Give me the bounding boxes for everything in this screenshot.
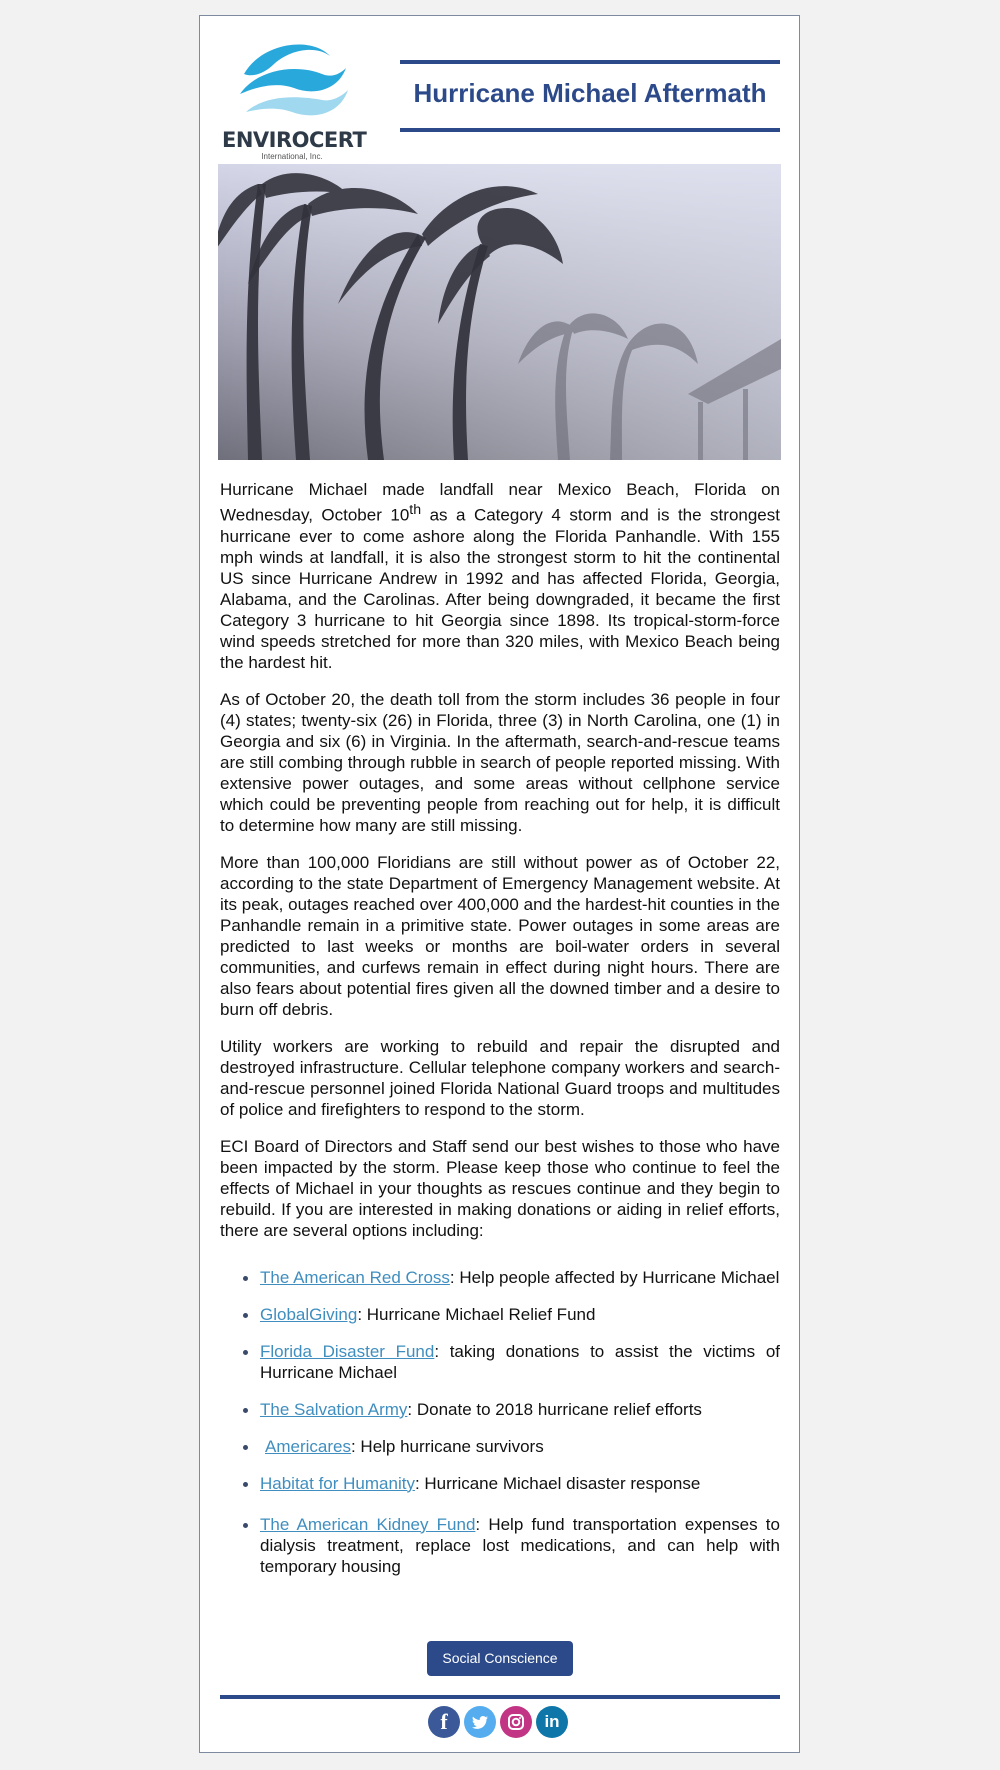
donation-description: : taking donations to assist the victims of Hurricane Michael — [260, 1341, 780, 1382]
donation-description: : Donate to 2018 hurricane relief efforts — [407, 1399, 702, 1419]
americares-link[interactable]: Americares — [265, 1436, 351, 1456]
donation-description: : Help hurricane survivors — [350, 1436, 544, 1456]
donation-item — [260, 1304, 780, 1325]
donation-item — [260, 1267, 780, 1288]
article-paragraph-2: As of October 20, the death toll from the storm includes 36 people in four (4) states; twenty-six (26) in Florida, three (3) in North Carolina, one (1) in Georgia and six (6) in Virginia. In the aftermath, search-and-rescue teams are still combing through rubble in search of people reported missing. With extensive power outages, and some areas without cellphone service which could be preventing people from reaching out for help, it is difficult to determine how many are still missing. — [220, 689, 780, 835]
twitter-icon[interactable] — [464, 1706, 496, 1738]
article-paragraph-1 — [220, 479, 780, 673]
linkedin-icon[interactable]: in — [536, 1706, 568, 1738]
page-title: Hurricane Michael Aftermath — [413, 78, 767, 108]
social-conscience-button[interactable]: Social Conscience — [427, 1641, 573, 1676]
envirocert-logo[interactable] — [222, 34, 367, 162]
article-paragraph-3: More than 100,000 Floridians are still without power as of October 22, according to the state Department of Emergency Management website. At its peak, outages reached over 400,000 and the hardest-hit counties in the Panhandle remain in a primitive state. Power outages in some areas are predicted to last weeks or months are boil-water orders in several communities, and curfews remain in effect during night hours. There are also fears about potential fires given all the downed timber and a desire to burn off debris. — [220, 852, 780, 1019]
article-paragraph-5: ECI Board of Directors and Staff send our best wishes to those who have been impacted by the storm. Please keep those who continue to feel the effects of Michael in your thoughts as rescues continue and they begin to rebuild. If you are interested in making donations or aiding in relief efforts, there are several options including: — [220, 1136, 780, 1240]
logo-subtitle: International, Inc. — [261, 152, 323, 161]
footer-rule — [220, 1695, 780, 1699]
salvation-army-link[interactable]: The Salvation Army — [260, 1399, 408, 1419]
globalgiving-link[interactable]: GlobalGiving — [260, 1304, 358, 1324]
donation-item — [260, 1473, 780, 1494]
ordinal-suffix: th — [409, 502, 422, 518]
title-rule-top — [400, 60, 780, 64]
instagram-icon[interactable] — [500, 1706, 532, 1738]
storm-palms-image — [218, 164, 781, 460]
donation-item — [260, 1514, 780, 1577]
twitter-bird-icon — [464, 1706, 496, 1738]
american-kidney-fund-link[interactable]: The American Kidney Fund — [260, 1514, 476, 1534]
logo-waves-icon — [222, 34, 362, 129]
hero-image — [218, 164, 781, 460]
facebook-icon[interactable]: f — [428, 1706, 460, 1738]
donation-list — [220, 1267, 780, 1577]
donation-description: : Hurricane Michael Relief Fund — [357, 1304, 596, 1324]
donation-description: : Help fund transportation expenses to dialysis treatment, replace lost medications, and can help with temporary housing — [260, 1514, 780, 1576]
title-rule-bottom — [400, 128, 780, 132]
newsletter-card — [199, 15, 800, 1753]
habitat-for-humanity-link[interactable]: Habitat for Humanity — [260, 1473, 415, 1493]
red-cross-link[interactable]: The American Red Cross — [260, 1267, 450, 1287]
donation-description: : Help people affected by Hurricane Michael — [449, 1267, 780, 1287]
paragraph-1-text: Hurricane Michael made landfall near Mexico Beach, Florida on Wednesday, October 10 — [220, 480, 780, 525]
logo-wordmark: ENVIROCERT — [222, 128, 367, 152]
instagram-camera-icon — [500, 1706, 532, 1738]
donation-item — [260, 1436, 780, 1457]
florida-disaster-fund-link[interactable]: Florida Disaster Fund — [260, 1341, 435, 1361]
article-body — [220, 479, 780, 1593]
article-paragraph-4: Utility workers are working to rebuild and repair the disrupted and destroyed infrastructure. Cellular telephone company workers and search-and-rescue personnel joined Florida National Guard troops and multitudes of police and firefighters to respond to the storm. — [220, 1036, 780, 1119]
paragraph-1-text-cont: as a Category 4 storm and is the strongest hurricane ever to come ashore along the Florida Panhandle. With 155 mph winds at landfall, it is also the strongest storm to hit the continental US since Hurricane Andrew in 1992 and has affected Florida, Georgia, Alabama, and the Carolinas. After being downgraded, it became the first Category 3 hurricane to hit Georgia since 1898. Its tropical-storm-force wind speeds stretched for more than 320 miles, with Mexico Beach being the hardest hit. — [220, 505, 780, 672]
donation-item — [260, 1341, 780, 1383]
donation-item — [260, 1399, 780, 1420]
donation-description: : Hurricane Michael disaster response — [414, 1473, 701, 1493]
